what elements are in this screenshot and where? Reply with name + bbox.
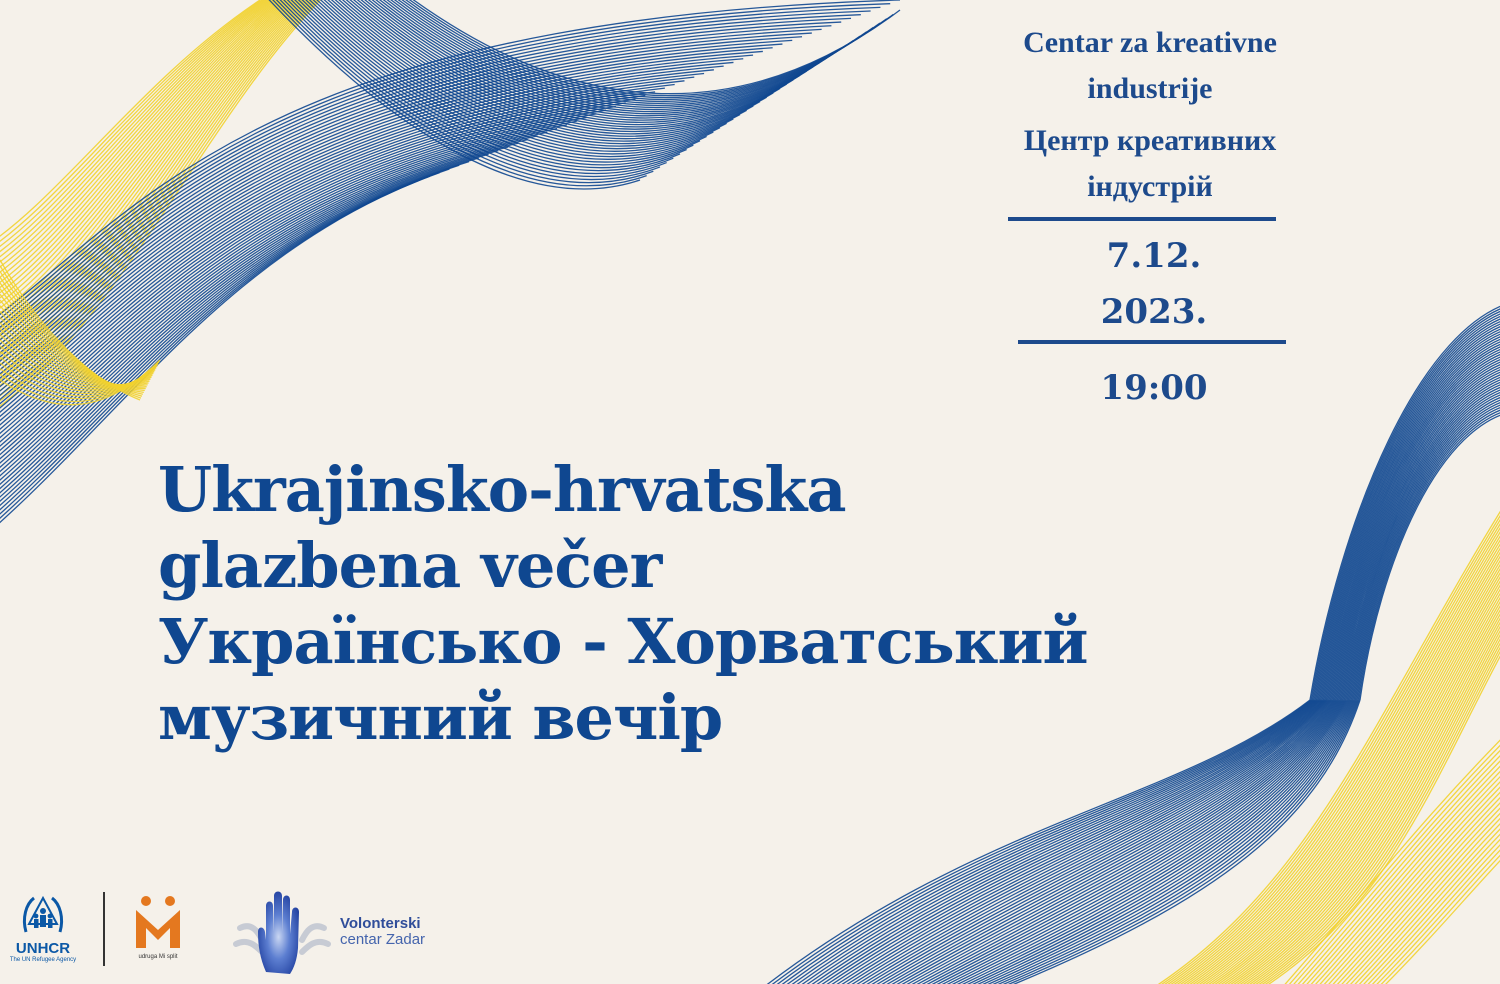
venue-uk	[960, 118, 1340, 210]
title-hr-line1: Ukrajinsko-hrvatska	[158, 453, 846, 526]
event-date-day: 7.12.	[1106, 236, 1202, 276]
venue-hr	[960, 20, 1340, 112]
divider-line-bottom	[1018, 340, 1286, 344]
unhcr-name: UNHCR	[15, 940, 71, 957]
hand-icon	[232, 888, 332, 978]
partner-logos	[0, 880, 480, 984]
udruga-mi-people-icon	[132, 894, 184, 950]
udruga-mi-logo	[128, 894, 188, 960]
event-title	[158, 452, 1087, 756]
title-uk-line2: музичний вечір	[158, 681, 723, 754]
wave-stroke	[0, 15, 861, 347]
event-time: 19:00	[1100, 368, 1208, 408]
event-date-year: 2023.	[1100, 292, 1208, 332]
unhcr-tagline: The UN Refugee Agency	[9, 957, 77, 963]
unhcr-emblem-icon	[20, 894, 66, 936]
logo-separator	[103, 892, 105, 966]
venue-uk-line1: Центр креативних	[1023, 124, 1277, 157]
volonterski-centar-zadar-text	[340, 916, 425, 948]
vcz-line1: Volonterski	[340, 915, 421, 932]
venue-hr-line1: Centar za kreativne	[1023, 26, 1277, 59]
title-hr-line2: glazbena večer	[158, 529, 662, 602]
title-uk-line1: Українсько - Хорватський	[158, 605, 1088, 678]
venue-hr-line2: industrije	[1087, 72, 1213, 105]
unhcr-logo	[8, 894, 78, 963]
udruga-mi-caption: udruga Mi split	[138, 954, 178, 960]
vcz-line2: centar Zadar	[340, 931, 426, 948]
wave-stroke	[0, 132, 547, 484]
wave-stroke	[0, 0, 302, 353]
venue-uk-line2: індустрій	[1087, 170, 1213, 203]
divider-line-top	[1008, 217, 1276, 221]
wave-stroke	[1172, 508, 1500, 984]
wave-stroke	[0, 140, 528, 493]
volonterski-centar-zadar-logo	[232, 888, 332, 982]
